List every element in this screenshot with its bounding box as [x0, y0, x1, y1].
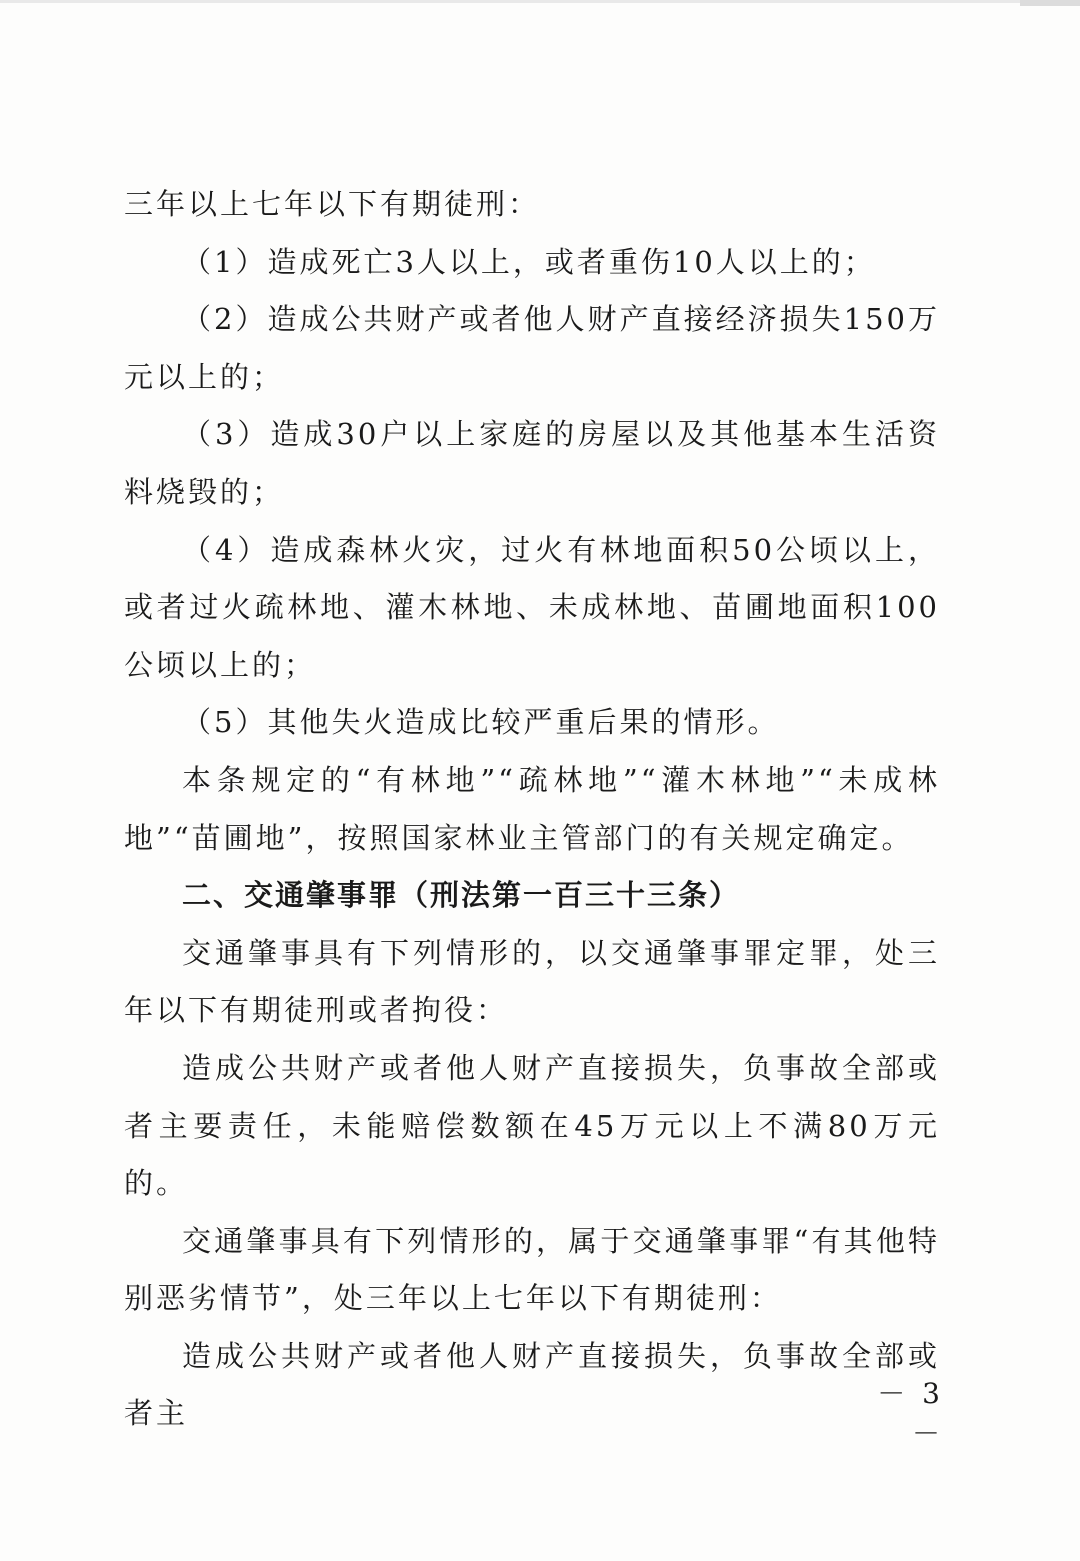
paragraph-continuation: 三年以上七年以下有期徒刑： — [124, 187, 541, 221]
section-heading: 二、交通肇事罪（刑法第一百三十三条） — [182, 878, 741, 913]
list-item-4: （4）造成森林火灾，过火有林地面积50公顷以上，或者过火疏林地、灌木林地、未成林地、苗圃地面积100公顷以上的； — [124, 532, 940, 682]
document-body — [124, 176, 940, 1443]
body-paragraph: 交通肇事具有下列情形的，以交通肇事罪定罪，处三年以下有期徒刑或者拘役： — [124, 935, 940, 1028]
list-item-2: （2）造成公共财产或者他人财产直接经济损失150万元以上的； — [124, 302, 940, 394]
body-paragraph: 交通肇事具有下列情形的，属于交通肇事罪“有其他特别恶劣情节”，处三年以上七年以下有期徒刑： — [124, 1223, 940, 1316]
body-paragraph: 造成公共财产或者他人财产直接损失，负事故全部或者主 — [124, 1338, 940, 1431]
definition-paragraph: 本条规定的“有林地”“疏林地”“灌木林地”“未成林地”“苗圃地”，按照国家林业主管部门的有关规定确定。 — [124, 762, 940, 855]
scan-edge — [0, 0, 1080, 3]
list-item-1: （1）造成死亡3人以上，或者重伤10人以上的； — [182, 244, 876, 279]
list-item-5: （5）其他失火造成比较严重后果的情形。 — [182, 705, 780, 740]
scan-corner-shadow — [1020, 0, 1080, 6]
page-number: － 3 － — [877, 1377, 944, 1450]
body-paragraph: 造成公共财产或者他人财产直接损失，负事故全部或者主要责任，未能赔偿数额在45万元以上不满80万元的。 — [124, 1050, 940, 1201]
list-item-3: （3）造成30户以上家庭的房屋以及其他基本生活资料烧毁的； — [124, 417, 940, 509]
